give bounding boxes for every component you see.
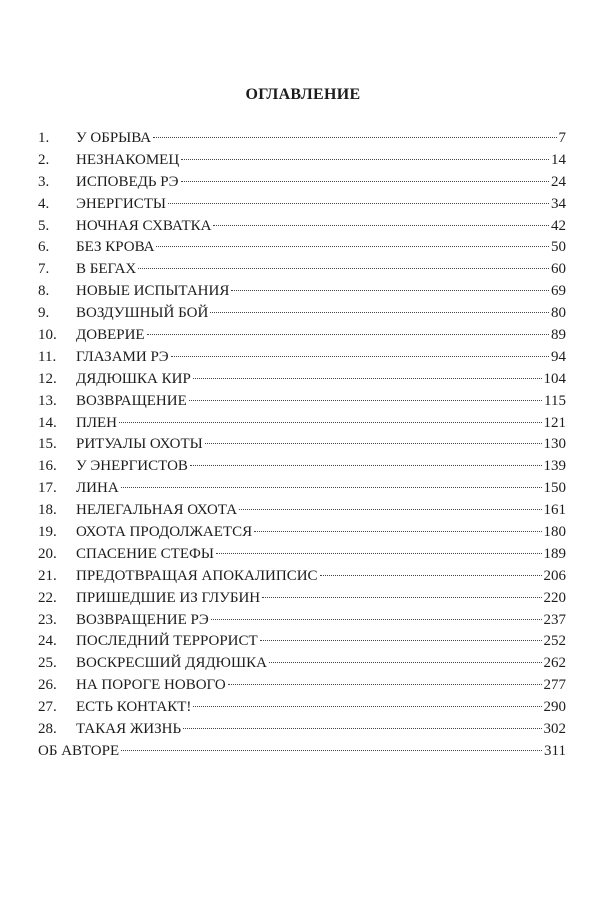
toc-entry-title: ЕСТЬ КОНТАКТ! [76,699,192,716]
toc-entry-page: 180 [543,524,566,541]
toc-entry-number: 28. [38,721,57,738]
toc-entry [38,413,566,435]
toc-entry-title: ВОЗВРАЩЕНИЕ [76,392,187,409]
toc-entry-page: 115 [544,392,566,409]
dot-leader [138,268,549,269]
dot-leader [156,246,549,247]
dot-leader [181,159,549,160]
toc-entry-title: НОВЫЕ ИСПЫТАНИЯ [76,283,230,300]
toc-entry [38,566,566,588]
toc-entry-number: 8. [38,283,50,300]
toc-entry-page: 277 [543,677,566,694]
toc-entry-page: 80 [551,305,566,322]
dot-leader [121,750,542,751]
toc-entry-page: 220 [543,589,566,606]
toc-entry-page: 34 [551,195,566,212]
toc-entry-title: ПРЕДОТВРАЩАЯ АПОКАЛИПСИС [76,567,318,584]
toc-entry-number: 3. [38,173,50,190]
toc-entry-page: 89 [551,327,566,344]
toc-entry-about-author [38,741,566,763]
toc-title: ОГЛАВЛЕНИЕ [245,86,361,103]
dot-leader [193,706,541,707]
toc-entry-number: 23. [38,611,57,628]
toc-entry [38,194,566,216]
toc-entry-page: 50 [551,239,566,256]
toc-entry-number: 19. [38,524,57,541]
toc-entry [38,456,566,478]
dot-leader [210,312,549,313]
toc-entry-title: РИТУАЛЫ ОХОТЫ [76,436,203,453]
toc-entry [38,303,566,325]
toc-entry-title: ДОВЕРИЕ [76,327,145,344]
toc-entry-number: 10. [38,327,57,344]
toc-entry-title: ИСПОВЕДЬ РЭ [76,173,179,190]
dot-leader [213,225,549,226]
toc-entry-number: 17. [38,480,57,497]
toc-entry [38,216,566,238]
toc-entry-title: ПРИШЕДШИЕ ИЗ ГЛУБИН [76,589,261,606]
dot-leader [168,203,549,204]
dot-leader [189,400,542,401]
dot-leader [119,422,541,423]
dot-leader [239,509,541,510]
toc-entry [38,434,566,456]
toc-entry-title: ЛИНА [76,480,119,497]
toc-entry [38,610,566,632]
toc-entry-page: 150 [543,480,566,497]
toc-entry [38,719,566,741]
toc-entry-page: 290 [543,699,566,716]
toc-entry [38,478,566,500]
toc-entry-page: 69 [551,283,566,300]
toc-entry-title: ПЛЕН [76,414,118,431]
toc-entry-title: НА ПОРОГЕ НОВОГО [76,677,226,694]
toc-entry-number: 6. [38,239,50,256]
toc-entry-number: 2. [38,151,50,168]
dot-leader [121,487,542,488]
toc-entry [38,128,566,150]
toc-entry-number: 5. [38,217,50,234]
toc-entry-page: 139 [543,458,566,475]
toc-entry-number: 27. [38,699,57,716]
toc-entry-title: ОБ АВТОРЕ [38,742,120,759]
dot-leader [262,597,541,598]
dot-leader [183,728,541,729]
toc-entry-page: 7 [558,130,566,146]
toc-entry-page: 161 [543,502,566,519]
dot-leader [228,684,542,685]
toc-entry [38,150,566,172]
toc-entry [38,631,566,653]
dot-leader [171,356,549,357]
toc-entry-page: 130 [543,436,566,453]
toc-entry-number: 11. [38,348,57,365]
toc-entry [38,544,566,566]
toc-entry-number: 12. [38,370,57,387]
dot-leader [193,378,542,379]
toc-entry-title: ЭНЕРГИСТЫ [76,195,166,212]
toc-entry [38,391,566,413]
dot-leader [211,619,542,620]
toc-entry-title: НЕЛЕГАЛЬНАЯ ОХОТА [76,502,238,519]
toc-entry-title: БЕЗ КРОВА [76,239,155,256]
toc-entry [38,259,566,281]
toc-entry-page: 252 [543,633,566,650]
toc-entry-page: 14 [551,151,566,168]
dot-leader [147,334,549,335]
toc-entry-title: ВОСКРЕСШИЙ ДЯДЮШКА [76,655,267,672]
toc-entry [38,325,566,347]
toc-entry-title: В БЕГАХ [76,261,137,278]
toc-entry-title: ДЯДЮШКА КИР [76,370,191,387]
toc-entry-page: 60 [551,261,566,278]
toc-entry-number: 13. [38,392,57,409]
toc-entry-number: 22. [38,589,57,606]
dot-leader [153,137,556,138]
toc-entry-page: 302 [543,721,566,738]
toc-entry-number: 25. [38,655,57,672]
toc-entry-title: НОЧНАЯ СХВАТКА [76,217,212,234]
toc-entry-page: 24 [551,173,566,190]
toc-entry-title: ГЛАЗАМИ РЭ [76,348,169,365]
toc-entry-number: 26. [38,677,57,694]
dot-leader [254,531,541,532]
toc-entry-title: НЕЗНАКОМЕЦ [76,151,180,168]
toc-entry-number: 14. [38,414,57,431]
toc-entry [38,500,566,522]
toc-entry-title: ВОЗВРАЩЕНИЕ РЭ [76,611,209,628]
toc-entry [38,369,566,391]
toc-entry [38,281,566,303]
toc-entry-number: 9. [38,305,50,322]
toc-entry-page: 311 [544,742,566,759]
toc-entry-title: ВОЗДУШНЫЙ БОЙ [76,305,209,322]
dot-leader [205,443,542,444]
toc-entry-page: 189 [543,545,566,562]
dot-leader [231,290,549,291]
toc-entry-title: ПОСЛЕДНИЙ ТЕРРОРИСТ [76,633,258,650]
toc-entry [38,588,566,610]
toc-entry [38,237,566,259]
toc-entry [38,347,566,369]
toc-entry-page: 94 [551,348,566,365]
dot-leader [269,662,542,663]
toc-entry-title: У ЭНЕРГИСТОВ [76,458,188,475]
toc-entry-page: 121 [543,414,566,431]
toc-entry-number: 21. [38,567,57,584]
toc-entry-number: 16. [38,458,57,475]
dot-leader [320,575,542,576]
toc-entry-page: 262 [543,655,566,672]
toc-entry-page: 104 [543,370,566,387]
toc-entry-number: 20. [38,545,57,562]
dot-leader [216,553,542,554]
toc-entry-title: СПАСЕНИЕ СТЕФЫ [76,545,214,562]
toc-entry-number: 24. [38,633,57,650]
toc-entry [38,697,566,719]
toc-entry-title: ТАКАЯ ЖИЗНЬ [76,721,182,738]
toc-entry-number: 15. [38,436,57,453]
toc-entry [38,522,566,544]
toc-entry [38,172,566,194]
dot-leader [260,640,542,641]
toc-entry-page: 42 [551,217,566,234]
toc-entry-number: 1. [38,130,50,146]
toc-entry-number: 18. [38,502,57,519]
toc-entry-page: 206 [543,567,566,584]
toc-entry [38,675,566,697]
toc-entry-title: ОХОТА ПРОДОЛЖАЕТСЯ [76,524,253,541]
toc-list [38,128,566,763]
toc-entry-page: 237 [543,611,566,628]
dot-leader [190,465,542,466]
toc-entry [38,653,566,675]
dot-leader [181,181,549,182]
toc-entry-number: 4. [38,195,50,212]
toc-entry-title: У ОБРЫВА [76,130,152,146]
toc-entry-number: 7. [38,261,50,278]
